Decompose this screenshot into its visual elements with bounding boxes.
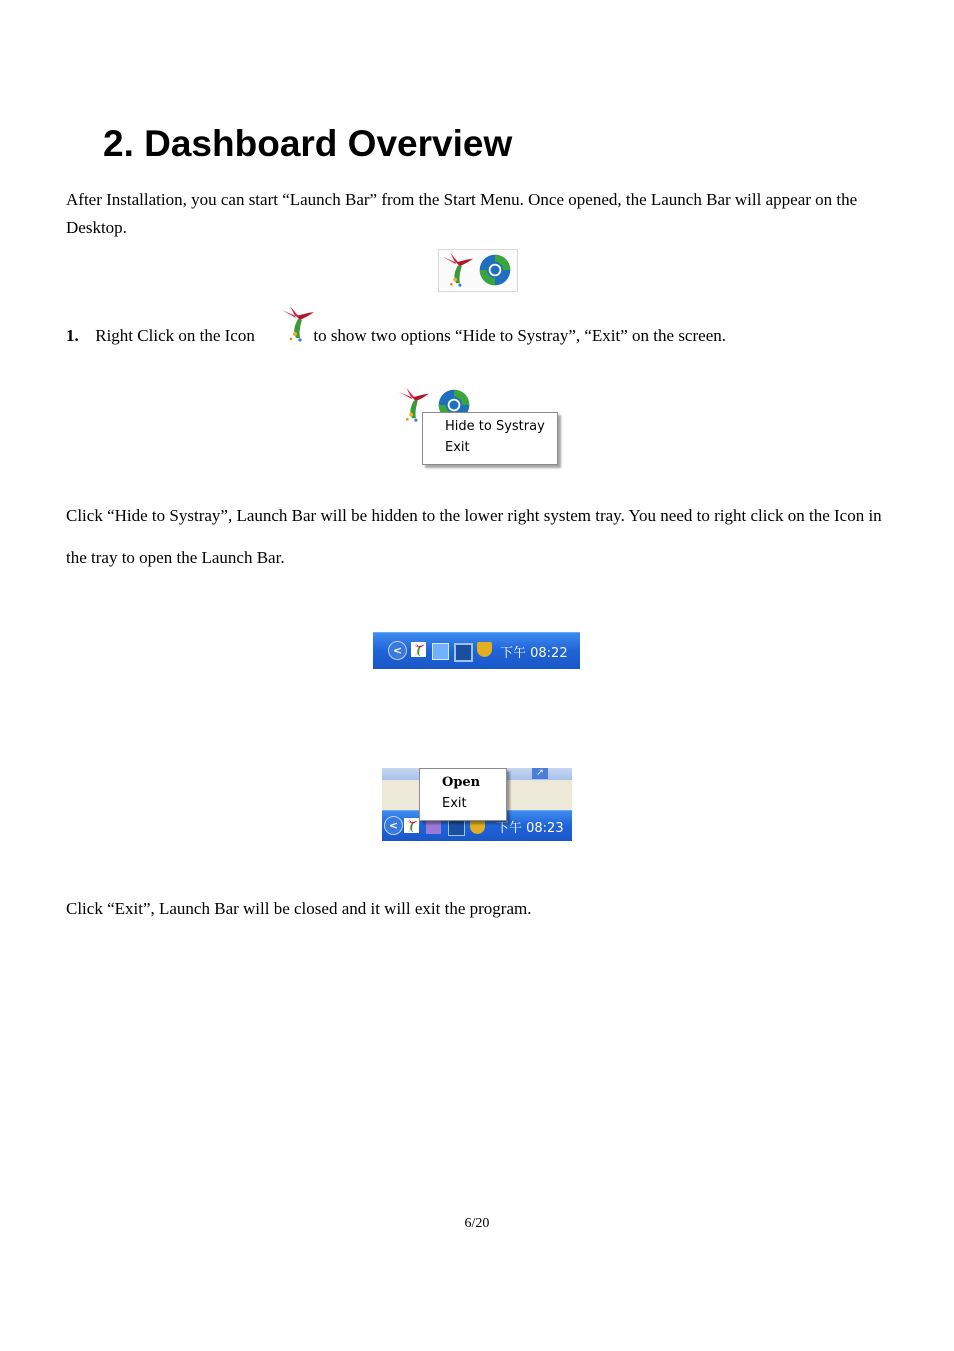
tray-chevron-icon[interactable]: < <box>388 641 407 660</box>
shield-icon[interactable] <box>470 819 485 834</box>
hummingbird-icon <box>277 304 319 344</box>
context-menu-screenshot <box>394 384 564 470</box>
menu-item-exit[interactable]: Exit <box>445 440 470 455</box>
refresh-icon <box>477 252 513 288</box>
step-1 <box>66 322 726 350</box>
hummingbird-icon <box>439 251 477 289</box>
monitor-icon[interactable] <box>454 643 473 662</box>
chevron-down-icon[interactable]: ↗ <box>532 768 548 779</box>
hummingbird-icon[interactable] <box>411 642 426 657</box>
tray-clock: 下午 08:23 <box>496 821 564 836</box>
system-tray-screenshot <box>373 632 580 669</box>
menu-item-open[interactable]: Open <box>442 775 481 790</box>
step-text-after-icon: to show two options “Hide to Systray”, “Exit” on the screen. <box>313 326 726 345</box>
exit-paragraph: Click “Exit”, Launch Bar will be closed and it will exit the program. <box>66 899 532 918</box>
menu-item-hide-to-systray[interactable]: Hide to Systray <box>445 419 545 434</box>
launch-bar-image <box>438 249 518 292</box>
hummingbird-icon[interactable] <box>404 818 419 833</box>
tray-menu-screenshot <box>382 768 572 840</box>
network-icon[interactable] <box>426 819 441 834</box>
intro-paragraph: After Installation, you can start “Launch Bar” from the Start Menu. Once opened, the Launch Bar will appear on the Desktop. <box>66 190 858 237</box>
monitor-icon[interactable] <box>448 819 465 836</box>
network-icon[interactable] <box>432 643 449 660</box>
menu-item-exit[interactable]: Exit <box>442 796 467 811</box>
step-text-before-icon: Right Click on the Icon <box>95 326 255 345</box>
page-number: 6/20 <box>464 1216 490 1231</box>
shield-icon[interactable] <box>477 642 492 657</box>
tray-chevron-icon[interactable]: < <box>384 816 403 835</box>
systray-paragraph: Click “Hide to Systray”, Launch Bar will be hidden to the lower right system tray. You need to right click on the Icon in the tray to open the Launch Bar. <box>66 506 882 567</box>
page-title: 2. Dashboard Overview <box>103 123 513 164</box>
tray-clock: 下午 08:22 <box>500 646 568 661</box>
step-number: 1. <box>66 326 79 345</box>
launch-bar-context-menu <box>422 412 558 465</box>
tray-context-menu <box>419 768 507 821</box>
